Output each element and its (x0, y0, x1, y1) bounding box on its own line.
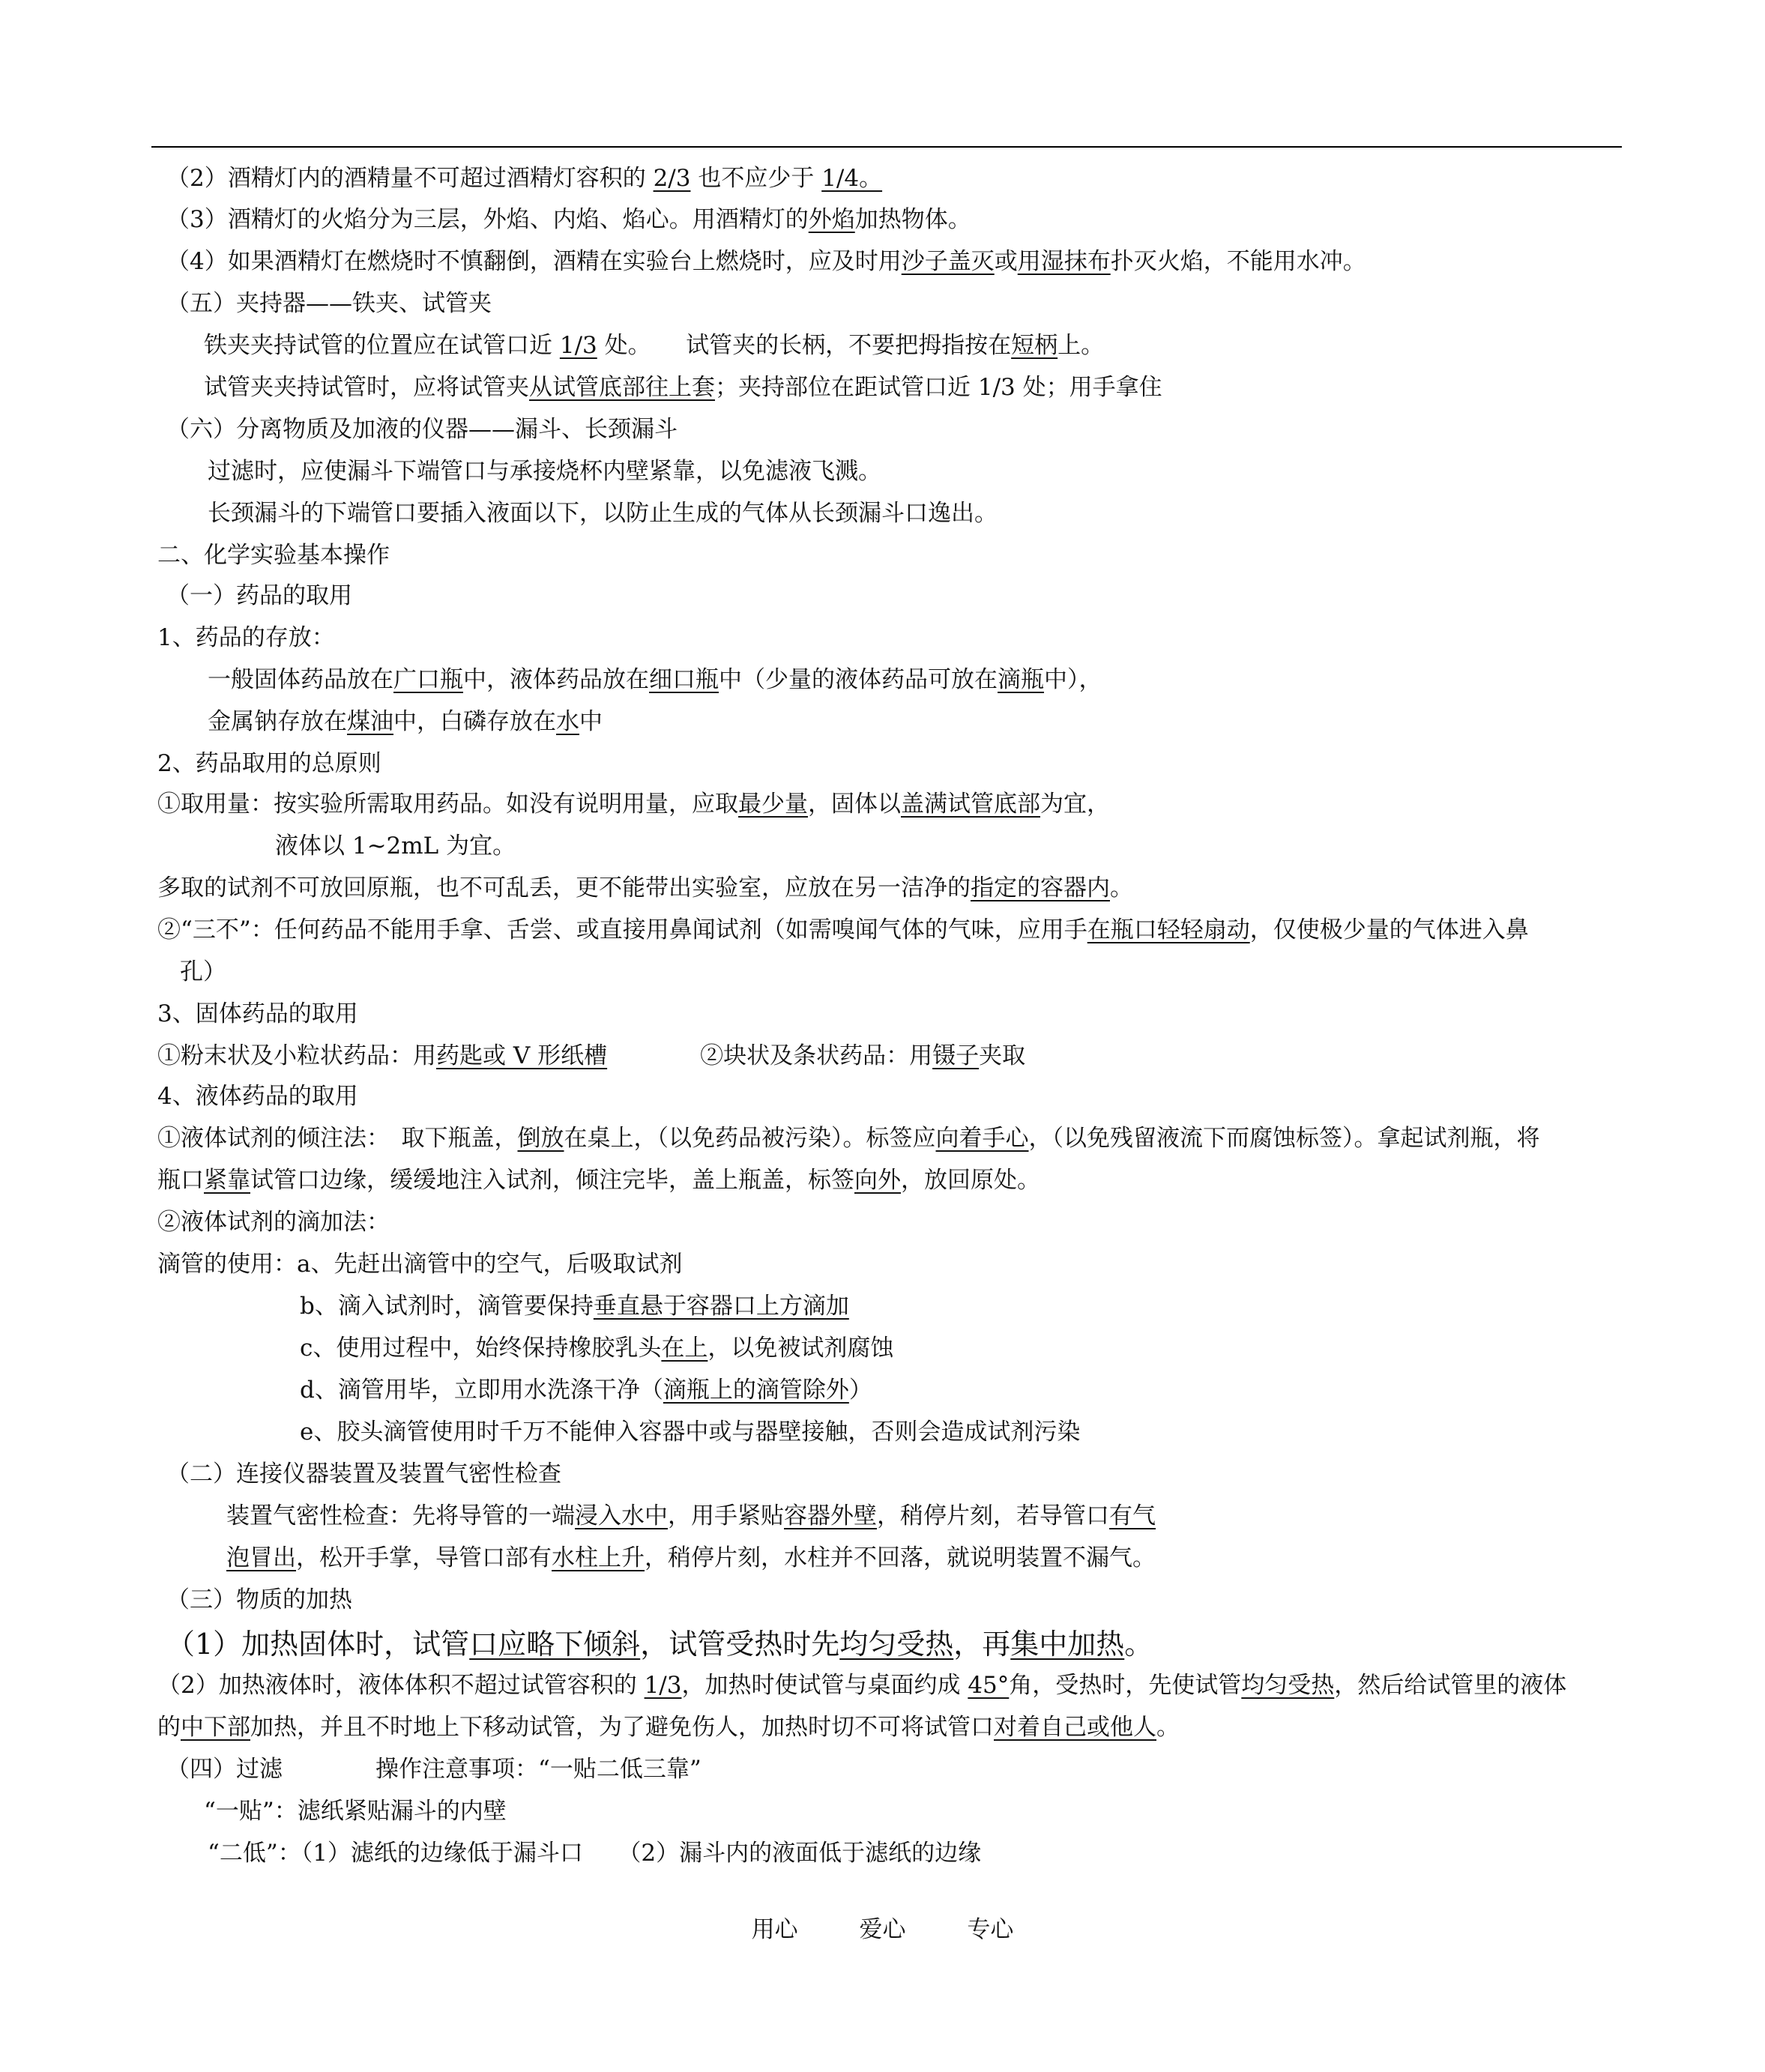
text-run: 多取的试剂不可放回原瓶，也不可乱丢，更不能带出实验室，应放在另一洁净的 (157, 875, 971, 901)
text-run: 或 (994, 248, 1018, 275)
text-run: 中，液体药品放在 (463, 666, 649, 693)
text-line (157, 789, 1110, 819)
text-run: ，放回原处。 (901, 1167, 1040, 1194)
text-line (208, 707, 603, 737)
text-line (166, 1627, 1153, 1661)
text-run: b、滴入试剂时，滴管要保持 (300, 1293, 594, 1320)
underlined-term: 盖满试管底部 (901, 791, 1040, 818)
text-run: ②液体试剂的滴加法： (157, 1209, 390, 1236)
underlined-term: 中下部 (181, 1714, 250, 1741)
text-run: （四）过滤 操作注意事项：“一贴二低三靠” (166, 1756, 702, 1783)
text-run: 中（少量的液体药品可放在 (719, 666, 998, 693)
underlined-term: 倒放 (517, 1125, 564, 1152)
text-run: ，试管受热时先 (640, 1628, 840, 1661)
text-run: ） (848, 1377, 872, 1404)
text-line (157, 1123, 1540, 1153)
text-run: （4）如果酒精灯在燃烧时不慎翻倒，酒精在实验台上燃烧时，应及时用 (166, 248, 902, 275)
underlined-term: 水 (556, 708, 579, 735)
text-run: ①粉末状及小粒状药品：用 (157, 1042, 436, 1069)
text-run: c、使用过程中，始终保持橡胶乳头 (300, 1335, 662, 1362)
underlined-term: 1/3 (644, 1672, 682, 1699)
text-run: ，然后给试管里的液体 (1334, 1672, 1567, 1699)
text-run: （二）连接仪器装置及装置气密性检查 (166, 1461, 561, 1487)
underlined-term: 1/4。 (821, 165, 883, 192)
text-run: ，稍停片刻，若导管口 (877, 1502, 1109, 1529)
text-run: 处。 试管夹的长柄，不要把拇指按在 (597, 332, 1012, 359)
underlined-term: 沙子盖灭 (901, 248, 995, 275)
text-line (208, 1838, 981, 1868)
underlined-term: 泡冒出 (226, 1544, 296, 1571)
text-line (300, 1333, 893, 1363)
text-run: 试管口边缘，缓缓地注入试剂，倾注完毕，盖上瓶盖，标签 (250, 1167, 854, 1194)
text-line (157, 1165, 1040, 1195)
text-line (204, 372, 1162, 402)
text-line (157, 1712, 1180, 1742)
text-run: （2）加热液体时，液体体积不超过试管容积的 (157, 1672, 645, 1699)
text-run: ，加热时使试管与桌面约成 (681, 1672, 968, 1699)
text-run: 3、固体药品的取用 (157, 1000, 358, 1027)
footer-text-3: 专心 (967, 1916, 1014, 1943)
underlined-term: 镊子 (932, 1042, 980, 1069)
text-run: 铁夹夹持试管的位置应在试管口近 (204, 332, 560, 359)
underlined-term: 口应略下倾斜 (469, 1628, 641, 1661)
underlined-term: 滴瓶 (998, 666, 1044, 693)
underlined-term: 最少量 (738, 791, 808, 818)
text-run: 为宜， (1040, 791, 1110, 818)
text-line (300, 1417, 1080, 1447)
text-run: （2）酒精灯内的酒精量不可超过酒精灯容积的 (166, 165, 654, 192)
text-line (157, 1081, 358, 1111)
text-run: 2、药品取用的总原则 (157, 750, 381, 777)
text-run: 中，白磷存放在 (393, 708, 556, 735)
text-run: 过滤时，应使漏斗下端管口与承接烧杯内壁紧靠，以免滤液飞溅。 (208, 458, 881, 485)
text-line (157, 623, 335, 653)
underlined-term: 在上 (661, 1335, 708, 1362)
text-run: 瓶口 (157, 1167, 204, 1194)
text-line (157, 1249, 682, 1279)
text-line (226, 1501, 1156, 1531)
text-run: 。 (1156, 1714, 1180, 1741)
text-line (157, 1041, 1025, 1071)
text-run: e、胶头滴管使用时千万不能伸入容器中或与器壁接触，否则会造成试剂污染 (300, 1419, 1081, 1446)
text-run: （三）物质的加热 (166, 1586, 352, 1613)
text-run: 装置气密性检查：先将导管的一端 (226, 1502, 575, 1529)
text-run: 角，受热时，先使试管 (1009, 1672, 1242, 1699)
underlined-term: 有气 (1109, 1502, 1156, 1529)
underlined-term: 水柱上升 (552, 1544, 645, 1571)
text-run: （一）药品的取用 (166, 582, 352, 609)
text-line (208, 665, 1102, 695)
text-line (157, 999, 358, 1029)
text-run: 1、药品的存放： (157, 624, 335, 651)
underlined-term: 垂直悬于容器口上方滴加 (593, 1293, 849, 1320)
underlined-term: 浸入水中 (575, 1502, 668, 1529)
text-run: ，固体以 (808, 791, 901, 818)
text-run: 滴管的使用：a、先赶出滴管中的空气，后吸取试剂 (157, 1251, 683, 1278)
text-line (166, 247, 1366, 277)
underlined-term: 容器外壁 (784, 1502, 877, 1529)
underlined-term: 细口瓶 (649, 666, 719, 693)
text-run: ，以免被试剂腐蚀 (707, 1335, 894, 1362)
text-line (166, 289, 492, 318)
page-footer (0, 1915, 1765, 1945)
text-run: 加热，并且不时地上下移动试管，为了避免伤人，加热时切不可将试管口 (250, 1714, 994, 1741)
text-line (226, 1543, 1156, 1573)
text-run: ，稍停片刻，水柱并不回落，就说明装置不漏气。 (645, 1544, 1156, 1571)
underlined-term: 广口瓶 (393, 666, 463, 693)
text-run: “一贴”：滤纸紧贴漏斗的内壁 (204, 1798, 507, 1825)
footer-text-2: 爱心 (859, 1916, 906, 1943)
text-run: 扑灭火焰，不能用水冲。 (1110, 248, 1366, 275)
text-run: 孔） (180, 958, 226, 985)
text-run: 一般固体药品放在 (208, 666, 393, 693)
underlined-term: 药匙或 V 形纸槽 (436, 1042, 608, 1069)
text-line (180, 957, 226, 987)
underlined-term: 在瓶口轻轻扇动 (1087, 916, 1250, 943)
underlined-term: 向着手心 (935, 1125, 1029, 1152)
underlined-term: 外焰 (808, 206, 855, 233)
underlined-term: 向外 (854, 1167, 901, 1194)
underlined-term: 均匀受热 (839, 1628, 954, 1661)
text-line (275, 831, 516, 861)
text-line (208, 456, 881, 486)
text-run: ①液体试剂的倾注法： 取下瓶盖， (157, 1125, 518, 1152)
text-run: 的 (157, 1714, 181, 1741)
text-run: ①取用量：按实验所需取用药品。如没有说明用量，应取 (157, 791, 738, 818)
text-line (157, 749, 381, 779)
text-line (157, 1670, 1566, 1700)
text-line (300, 1291, 849, 1321)
text-line (157, 873, 1133, 903)
text-run: ，用手紧贴 (668, 1502, 784, 1529)
text-run: 。 (1110, 875, 1133, 901)
text-run: ②“三不”：任何药品不能用手拿、舌尝、或直接用鼻闻试剂（如需嗅闻气体的气味，应用手 (157, 916, 1087, 943)
text-run: 液体以 1~2mL 为宜。 (275, 833, 516, 860)
text-line (204, 1796, 507, 1826)
footer-text-1: 用心 (751, 1916, 798, 1943)
text-run: ；夹持部位在距试管口近 1/3 处；用手拿住 (715, 374, 1162, 401)
underlined-term: 从试管底部往上套 (529, 374, 715, 401)
underlined-term: 对着自己或他人 (994, 1714, 1156, 1741)
header-rule (151, 146, 1622, 148)
text-run: （3）酒精灯的火焰分为三层，外焰、内焰、焰心。用酒精灯的 (166, 206, 809, 233)
text-run: 在桌上，（以免药品被污染）。标签应 (564, 1125, 936, 1152)
text-line (166, 205, 971, 235)
text-run: 加热物体。 (854, 206, 971, 233)
text-line (166, 1459, 561, 1489)
underlined-term: 滴瓶上的滴管除外 (663, 1377, 849, 1404)
text-run: 夹取 (979, 1042, 1026, 1069)
text-line (300, 1375, 872, 1405)
text-run: ，松开手掌，导管口部有 (296, 1544, 552, 1571)
text-line (157, 1207, 390, 1237)
text-run: ，（以免残留液流下而腐蚀标签）。拿起试剂瓶，将 (1028, 1125, 1540, 1152)
underlined-term: 集中加热 (1010, 1628, 1125, 1661)
text-run: d、滴管用毕，立即用水洗涤干净（ (300, 1377, 663, 1404)
text-run: “二低”：（1）滤纸的边缘低于漏斗口 （2）漏斗内的液面低于滤纸的边缘 (208, 1840, 982, 1867)
underlined-term: 煤油 (347, 708, 393, 735)
text-line (157, 915, 1529, 945)
text-run: ②块状及条状药品：用 (607, 1042, 933, 1069)
underlined-term: 短柄 (1011, 332, 1058, 359)
text-line (157, 540, 390, 570)
text-line (166, 581, 352, 611)
text-run: （六）分离物质及加液的仪器——漏斗、长颈漏斗 (166, 416, 678, 443)
text-line (166, 1754, 702, 1784)
underlined-term: 用湿抹布 (1017, 248, 1111, 275)
underlined-term: 2/3 (653, 165, 691, 192)
text-run: 4、液体药品的取用 (157, 1083, 358, 1110)
text-line (204, 330, 1104, 360)
text-run: （1）加热固体时，试管 (166, 1628, 470, 1661)
text-line (208, 498, 998, 528)
text-run: 金属钠存放在 (208, 708, 347, 735)
underlined-term: 紧靠 (204, 1167, 250, 1194)
underlined-term: 1/3 (559, 332, 597, 359)
text-run: 中 (579, 708, 603, 735)
underlined-term: 指定的容器内 (971, 875, 1110, 901)
text-run: 。 (1124, 1628, 1153, 1661)
text-run: 长颈漏斗的下端管口要插入液面以下，以防止生成的气体从长颈漏斗口逸出。 (208, 500, 998, 527)
text-line (166, 163, 882, 193)
text-run: （五）夹持器——铁夹、试管夹 (166, 290, 492, 317)
text-run: 中）， (1044, 666, 1102, 693)
underlined-term: 45° (968, 1672, 1010, 1699)
text-run: ，仅使极少量的气体进入鼻 (1249, 916, 1529, 943)
text-line (166, 1585, 352, 1615)
text-run: 上。 (1058, 332, 1105, 359)
text-run: 也不应少于 (690, 165, 822, 192)
text-run: 试管夹夹持试管时，应将试管夹 (204, 374, 529, 401)
text-run: ，再 (953, 1628, 1011, 1661)
underlined-term: 均匀受热 (1241, 1672, 1335, 1699)
text-run: 二、化学实验基本操作 (157, 542, 390, 569)
text-line (166, 414, 678, 444)
